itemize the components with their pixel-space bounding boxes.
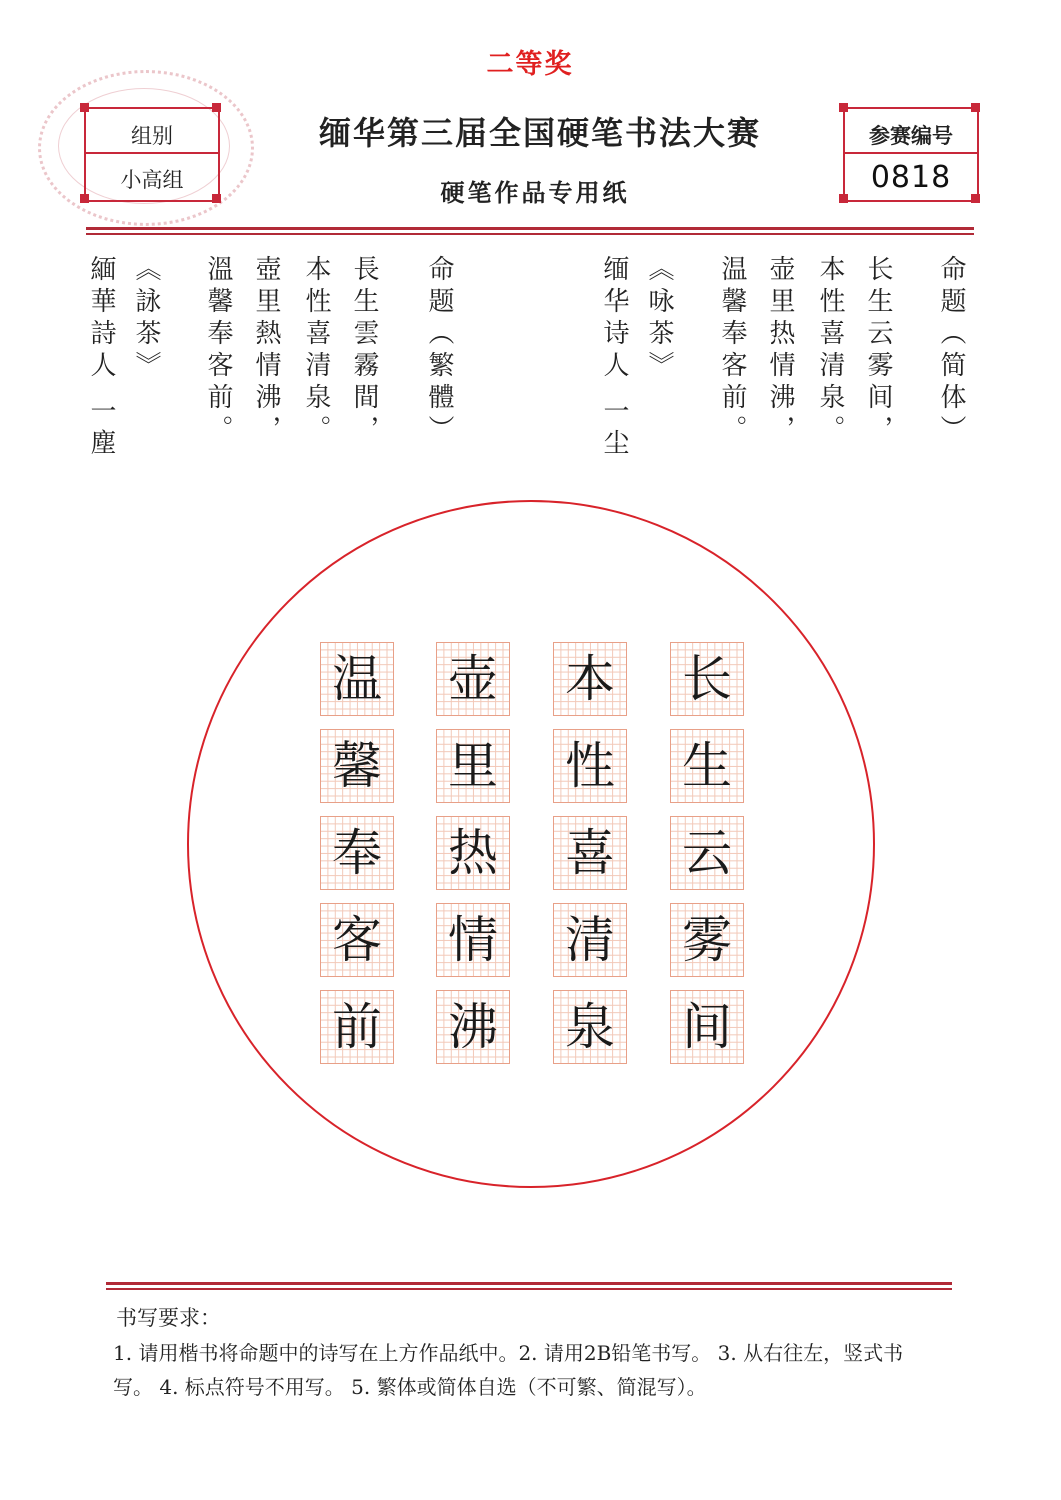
handwritten-character: 温 (332, 650, 382, 708)
grid-cell (553, 729, 627, 803)
grid-cell (436, 816, 510, 890)
award-label: 二等奖 (486, 49, 574, 80)
grid-cell (436, 729, 510, 803)
footer-rule-thin (106, 1288, 952, 1290)
grid-cell (670, 816, 744, 890)
paper-subtitle: 硬笔作品专用纸 (440, 178, 630, 207)
prompt-traditional-line: 本性喜清泉。 (301, 255, 331, 447)
grid-cell (320, 903, 394, 977)
handwritten-character: 清 (565, 911, 615, 969)
grid-cell (320, 990, 394, 1064)
requirements-title: 书写要求： (116, 1306, 221, 1330)
handwritten-character: 沸 (448, 998, 498, 1056)
box-corner (971, 194, 980, 203)
handwritten-character: 性 (565, 737, 615, 795)
grid-cell (320, 729, 394, 803)
entry-box-divider (843, 152, 979, 154)
prompt-traditional-label: 命题（繁體） (424, 255, 454, 447)
header-rule (86, 227, 974, 230)
grid-cell (553, 816, 627, 890)
prompt-simplified-label: 命题（简体） (936, 255, 966, 447)
handwritten-character: 生 (682, 737, 732, 795)
prompt-simplified-line: 壶里热情沸， (765, 255, 795, 447)
writing-circle (187, 500, 875, 1188)
handwritten-character: 馨 (332, 737, 382, 795)
prompt-simplified-poem-title: 《咏茶》 (644, 255, 674, 383)
prompt-traditional-line: 壺里熱情沸， (251, 255, 281, 447)
group-label: 组别 (131, 124, 173, 148)
entry-number: 0818 (870, 160, 952, 195)
box-corner (839, 194, 848, 203)
handwritten-character: 本 (565, 650, 615, 708)
box-corner (971, 103, 980, 112)
prompt-traditional-poem-title: 《詠茶》 (131, 255, 161, 383)
entry-label: 参赛编号 (869, 123, 953, 148)
grid-cell (670, 729, 744, 803)
handwritten-character: 里 (448, 737, 498, 795)
prompt-simplified-author: 缅华诗人 一尘 (599, 255, 629, 462)
requirements-line: 写。 4. 标点符号不用写。 5. 繁体或简体自选（不可繁、简混写）。 (113, 1375, 707, 1399)
prompt-traditional-author: 緬華詩人 一塵 (86, 255, 116, 462)
grid-cell (670, 642, 744, 716)
grid-cell (436, 642, 510, 716)
contest-title: 缅华第三届全国硬笔书法大赛 (318, 114, 761, 152)
prompt-simplified-line: 温馨奉客前。 (717, 255, 747, 447)
box-corner (212, 103, 221, 112)
grid-cell (553, 642, 627, 716)
box-corner (80, 103, 89, 112)
handwritten-character: 奉 (332, 824, 382, 882)
handwritten-character: 客 (332, 911, 382, 969)
grid-cell (436, 990, 510, 1064)
group-value: 小高组 (120, 168, 184, 192)
footer-rule (106, 1282, 952, 1285)
prompt-simplified-line: 长生云雾间， (863, 255, 893, 447)
header-rule-thin (86, 233, 974, 235)
grid-cell (320, 816, 394, 890)
grid-cell (320, 642, 394, 716)
handwritten-character: 长 (682, 650, 732, 708)
box-corner (80, 194, 89, 203)
prompt-traditional-line: 溫馨奉客前。 (203, 255, 233, 447)
group-box-divider (84, 152, 220, 154)
handwritten-character: 壶 (448, 650, 498, 708)
grid-cell (436, 903, 510, 977)
handwritten-character: 间 (682, 998, 732, 1056)
grid-cell (670, 990, 744, 1064)
grid-cell (670, 903, 744, 977)
box-corner (839, 103, 848, 112)
handwritten-character: 泉 (565, 998, 615, 1056)
handwritten-character: 喜 (565, 824, 615, 882)
handwritten-character: 前 (332, 998, 382, 1056)
handwritten-character: 热 (448, 824, 498, 882)
requirements-body (113, 1336, 933, 1404)
requirements-line: 1. 请用楷书将命题中的诗写在上方作品纸中。2. 请用2B铅笔书写。 3. 从右往左，竖式书 (113, 1341, 904, 1365)
prompt-traditional-line: 長生雲霧間， (349, 255, 379, 447)
handwritten-character: 云 (682, 824, 732, 882)
handwritten-character: 雾 (682, 911, 732, 969)
handwritten-character: 情 (448, 911, 498, 969)
box-corner (212, 194, 221, 203)
grid-cell (553, 990, 627, 1064)
grid-cell (553, 903, 627, 977)
prompt-simplified-line: 本性喜清泉。 (815, 255, 845, 447)
